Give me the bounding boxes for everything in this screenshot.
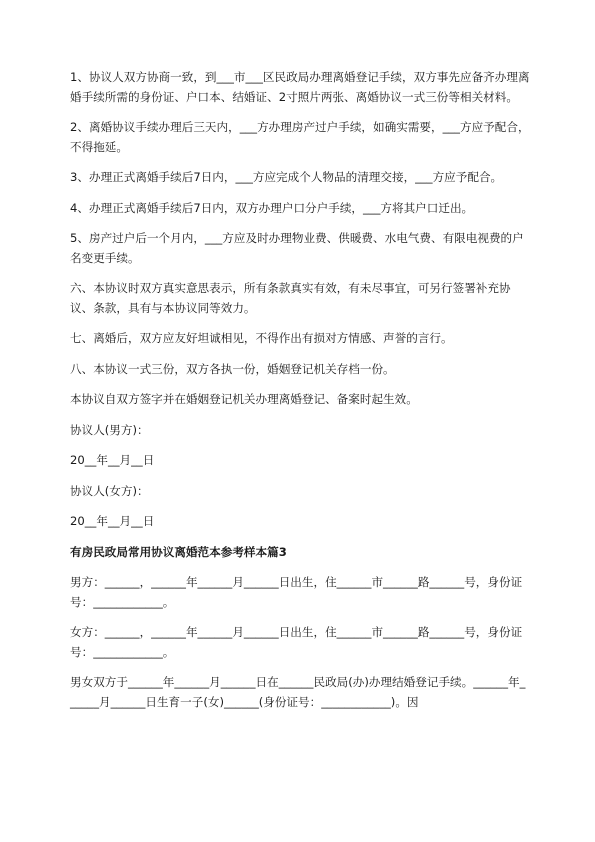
section-heading: 有房民政局常用协议离婚范本参考样本篇3 [70,544,287,559]
clause-3: 3、办理正式离婚手续后7日内，___方应完成个人物品的清理交接，___方应予配合。 [70,170,503,184]
clause-4: 4、办理正式离婚手续后7日内，双方办理户口分户手续，___方将其户口迁出。 [70,200,474,215]
clause-8: 八、本协议一式三份，双方各执一份，婚姻登记机关存档一份。 [70,361,395,376]
clause-5: 5、房产过户后一个月内，___方应及时办理物业费、供暖费、水电气费、有限电视费的户名变更手续。 [70,231,524,265]
document-body [70,68,530,723]
signatory-female-label: 协议人(女方)： [70,483,149,498]
marriage-registration-info: 男女双方于______年______月______日在______民政局(办)办理结婚登记手续。______年______月______日生育一子(女)______(身份证号：____________)。因 [70,675,526,709]
male-party-info: 男方：______，______年______月______日出生，住______市______路______号，身份证号：____________。 [70,575,523,609]
signatory-male-date: 20__年__月__日 [70,453,155,467]
signatory-female-date: 20__年__月__日 [70,514,155,528]
clause-6: 六、本协议时双方真实意思表示，所有条款真实有效，有未尽事宜，可另行签署补充协议、条款，具有与本协议同等效力。 [70,281,511,315]
effective-statement: 本协议自双方签字并在婚姻登记机关办理离婚登记、备案时起生效。 [70,392,418,406]
clause-2: 2、离婚协议手续办理后三天内，___方办理房产过户手续，如确实需要，___方应予配合，不得拖延。 [70,120,530,154]
female-party-info: 女方：______，______年______月______日出生，住______市______路______号，身份证号：____________。 [70,625,523,659]
clause-7: 七、离婚后，双方应友好坦诚相见，不得作出有损对方情感、声誉的言行。 [70,331,453,345]
clause-1: 1、协议人双方协商一致，到___市___区民政局办理离婚登记手续，双方事先应备齐办理离婚手续所需的身份证、户口本、结婚证、2寸照片两张、离婚协议一式三份等相关材料。 [70,70,530,104]
signatory-male-label: 协议人(男方)： [70,422,149,437]
